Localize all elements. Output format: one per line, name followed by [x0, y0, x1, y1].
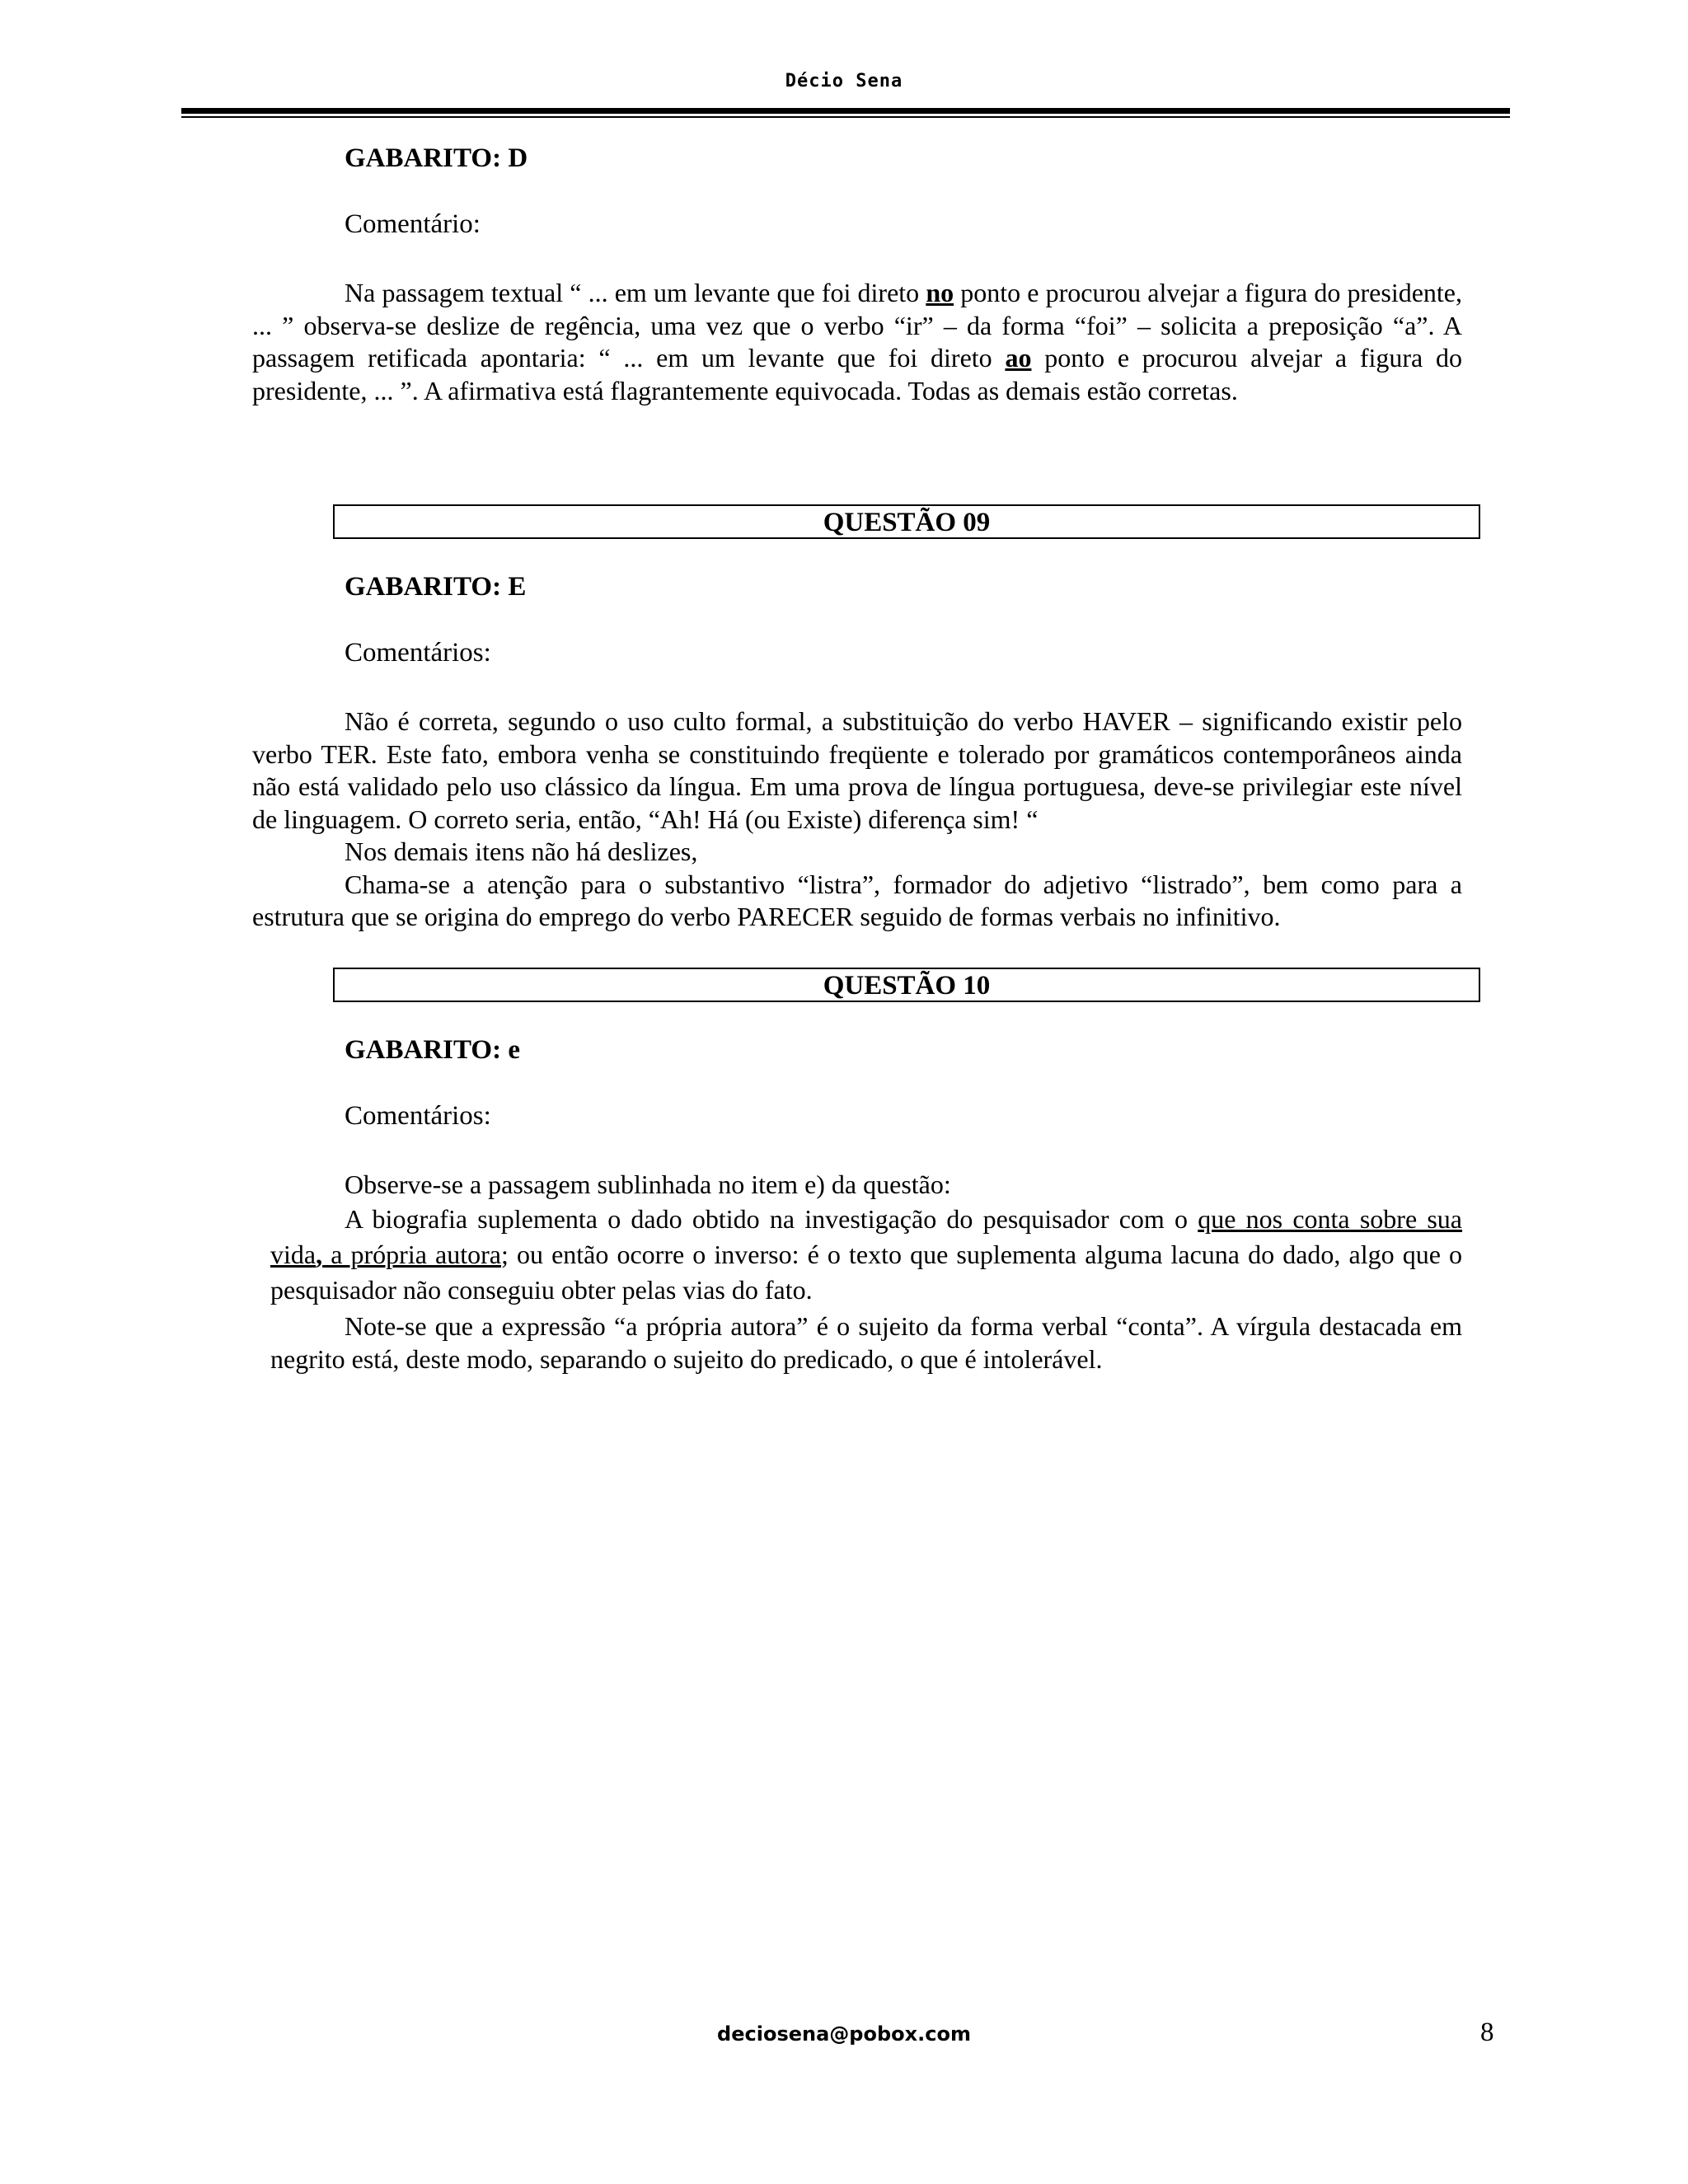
comment-paragraph-2	[252, 705, 1462, 934]
comment-label-2: Comentários:	[345, 638, 491, 668]
question-09-header: QUESTÃO 09	[333, 504, 1480, 539]
para1-text-b: ponto e procurou alvejar a figura do presidente, ... ” observa-se deslize de regência, uma vez que o verbo “ir” – da forma “foi” – solicita a preposição “a”. A passagem retificada apontaria: “ ... em um levante que foi direto	[252, 278, 1462, 373]
gabarito-d: GABARITO: D	[345, 143, 528, 173]
gabarito-e-lower: GABARITO: e	[345, 1035, 520, 1065]
comment-label-1: Comentário:	[345, 209, 481, 239]
q10-underlined-clause: que nos conta sobre sua vida	[270, 1204, 1463, 1269]
para1-bold-no: no	[926, 278, 954, 307]
q10-bold-comma: ,	[316, 1240, 323, 1269]
comment-paragraph-1	[252, 277, 1462, 407]
q09-paragraph-1: Não é correta, segundo o uso culto formal, a substituição do verbo HAVER – significando existir pelo verbo TER. Este fato, embora venha se constituindo freqüente e tolerado por gramáticos contemporâneos ainda não está validado pelo uso clássico da língua. Em uma prova de língua portuguesa, deve-se privilegiar este nível de linguagem. O correto seria, então, “Ah! Há (ou Existe) diferença sim! “	[252, 706, 1462, 834]
q10-paragraph-3	[270, 1310, 1462, 1376]
q09-paragraph-3: Chama-se a atenção para o substantivo “listra”, formador do adjetivo “listrado”, bem como para a estrutura que se origina do emprego do verbo PARECER seguido de formas verbais no infinitivo.	[252, 869, 1462, 931]
page-number: 8	[1480, 2018, 1494, 2047]
q09-paragraph-2: Nos demais itens não há deslizes,	[345, 837, 698, 866]
question-10-header: QUESTÃO 10	[333, 968, 1480, 1002]
q10-paragraph-2	[270, 1202, 1462, 1308]
comment-label-3: Comentários:	[345, 1101, 491, 1131]
header-rule-thick	[181, 108, 1510, 114]
para1-text-a: Na passagem textual “ ... em um levante que foi direto	[345, 278, 926, 307]
para1-text-c: ponto e procurou alvejar a figura do presidente, ... ”. A afirmativa está flagrantemente equivocada. Todas as demais estão corretas.	[252, 343, 1463, 405]
gabarito-e: GABARITO: E	[345, 572, 527, 602]
para1-bold-ao: ao	[1005, 343, 1032, 373]
q10-text-a: A biografia suplementa o dado obtido na investigação do pesquisador com o	[345, 1204, 1198, 1234]
header-author: Décio Sena	[785, 71, 903, 91]
q10-paragraph-3-text: Note-se que a expressão “a própria autora” é o sujeito da forma verbal “conta”. A vírgula destacada em negrito está, deste modo, separando o sujeito do predicado, o que é intolerável.	[270, 1311, 1462, 1374]
header-rule-thin	[181, 116, 1510, 118]
q10-paragraph-1: Observe-se a passagem sublinhada no item e) da questão:	[345, 1169, 951, 1199]
q10-text-b: ; ou então ocorre o inverso: é o texto que suplementa alguma lacuna do dado, algo que o pesquisador não conseguiu obter pelas vias do fato.	[270, 1240, 1463, 1305]
footer-email: deciosena@pobox.com	[717, 2022, 971, 2046]
q10-underlined-subject: a própria autora	[322, 1240, 501, 1269]
